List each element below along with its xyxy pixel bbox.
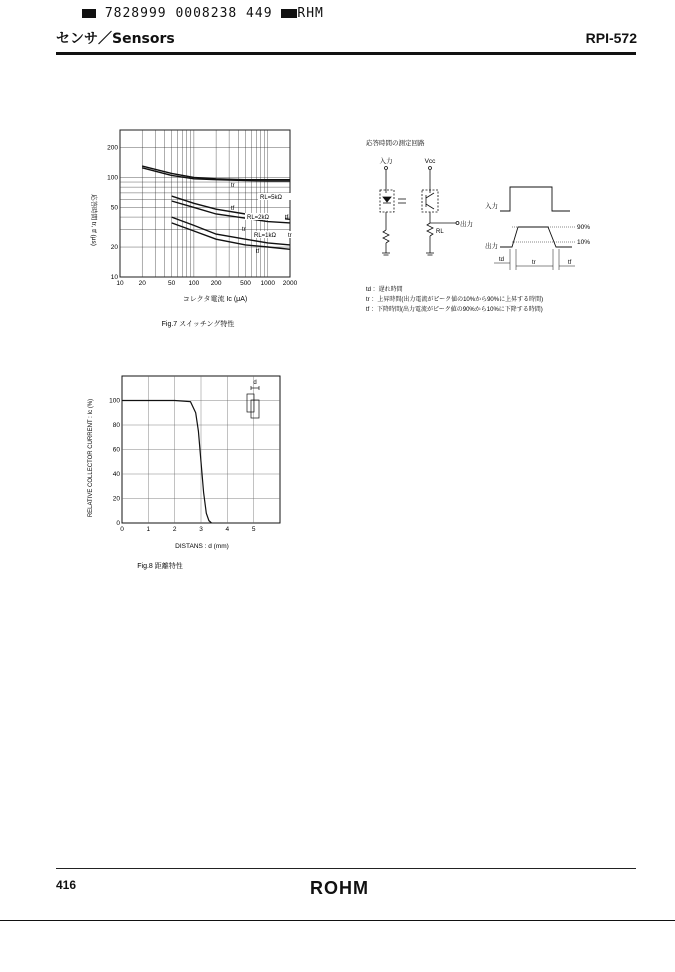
fig7-annotation-tf: tf	[285, 215, 289, 221]
fig8-series	[122, 401, 212, 524]
circuit-wiring	[380, 167, 459, 256]
fig7-y-tick-label: 100	[107, 174, 118, 182]
wave-output-label: 出力	[485, 243, 498, 250]
fig8-x-label: DISTANS : d (mm)	[175, 543, 229, 550]
td-label: td	[499, 257, 505, 263]
legend-tr: tr ：上昇時間(出力電流がピーク値の10%から90%に上昇する時間)	[366, 297, 544, 303]
fig7-x-ticks	[116, 280, 297, 287]
fig8-x-tick-label: 3	[199, 526, 203, 533]
fig8-x-tick-label: 5	[251, 526, 256, 533]
fig7-grid	[120, 130, 290, 277]
fig8-caption: Fig.8 距離特性	[137, 563, 183, 570]
pct-10-label: 10%	[577, 239, 591, 246]
header-rule	[56, 52, 636, 55]
fig7-y-tick-label: 10	[110, 274, 118, 281]
fig7-annotation-tr: tr	[242, 227, 246, 233]
fig7-y-tick-label: 200	[107, 144, 118, 152]
fig7-y-tick-label: 50	[110, 204, 118, 212]
fig7-y-ticks	[107, 145, 118, 281]
fig7-x-tick-label: 100	[188, 280, 200, 287]
barcode-block-icon	[82, 9, 96, 18]
tf-label: tf	[568, 260, 572, 266]
legend-tf: tf ：下降時間(出力電流がピーク値の90%から10%に下降する時間)	[366, 307, 543, 313]
page-number: 416	[56, 878, 77, 892]
timing-waveforms	[494, 187, 575, 270]
fig8-inset-icon	[247, 386, 259, 418]
fig8-y-tick-label: 40	[112, 471, 120, 478]
fig8-x-ticks	[120, 526, 256, 533]
tr-label: tr	[532, 260, 536, 266]
pct-90-label: 90%	[577, 224, 591, 231]
circuit-output-label: 出力	[460, 221, 473, 228]
fig8-y-tick-label: 100	[109, 397, 120, 405]
part-number: RPI-572	[585, 30, 637, 46]
fig7-x-tick-label: 1000	[260, 280, 275, 287]
fig7-y-tick-label: 20	[110, 244, 118, 252]
fig7-y-label: 応答時間 tr, tf (μs)	[90, 194, 97, 246]
circuit-rl-label: RL	[436, 229, 444, 235]
legend-td: td ：遅れ時間	[366, 287, 403, 293]
section-title: センサ／Sensors	[56, 31, 175, 47]
fig7-annotation-rl1k: RL=1kΩ	[254, 233, 276, 239]
barcode-text: 7828999 0008238 449	[104, 6, 273, 21]
fig8-x-tick-label: 0	[120, 526, 124, 533]
fig8-y-ticks	[109, 398, 120, 528]
circuit-input-label: 入力	[379, 158, 393, 165]
barcode-line	[82, 6, 324, 21]
fig7-x-label: コレクタ電流 Ic (μA)	[182, 296, 248, 303]
footer-rule	[56, 868, 636, 869]
fig8-y-tick-label: 80	[112, 422, 120, 429]
circuit-vcc-label: Vcc	[424, 158, 436, 165]
fig7-annotation-tf: tf	[231, 206, 235, 212]
fig8-grid	[122, 376, 280, 523]
fig7-x-tick-label: 20	[138, 280, 146, 287]
fig7-x-tick-label: 2000	[282, 280, 298, 287]
fig8-x-tick-label: 1	[146, 526, 151, 533]
fig7-chart	[80, 125, 310, 340]
circuit-title: 応答時間の測定回路	[366, 140, 425, 147]
fig7-caption: Fig.7 スイッチング特性	[161, 321, 235, 328]
fig7-x-tick-label: 200	[210, 280, 222, 287]
fig7-annotation-tr: tr	[231, 183, 235, 189]
fig8-y-label: RELATIVE COLLECTOR CURRENT : Ic (%)	[88, 398, 94, 518]
fig8-x-tick-label: 2	[172, 526, 177, 533]
fig7-annotation-tr: tr	[288, 233, 292, 239]
wave-input-label: 入力	[485, 203, 498, 210]
barcode-suffix: RHM	[297, 6, 324, 21]
fig7-x-tick-label: 10	[116, 280, 124, 287]
fig7-x-tick-label: 500	[240, 280, 251, 287]
fig8-chart	[80, 368, 300, 578]
fig7-annotation-rl5k: RL=5kΩ	[260, 195, 282, 201]
fig7-x-tick-label: 50	[168, 280, 176, 287]
fig7-annotation-tf: tf	[256, 249, 260, 255]
fig8-y-tick-label: 20	[112, 495, 120, 503]
fig7-annotation-rl2k: RL=2kΩ	[247, 215, 269, 221]
barcode-block-icon	[281, 9, 297, 18]
fig8-series-line	[122, 401, 212, 524]
fig8-y-tick-label: 0	[116, 520, 120, 527]
fig8-x-tick-label: 4	[225, 526, 230, 533]
fig8-y-tick-label: 60	[112, 446, 120, 454]
fig8-inset-label: d	[253, 380, 257, 386]
page-edge-rule	[0, 920, 675, 921]
rohm-logo: ROHM	[310, 878, 369, 898]
response-circuit-diagram	[360, 135, 640, 325]
